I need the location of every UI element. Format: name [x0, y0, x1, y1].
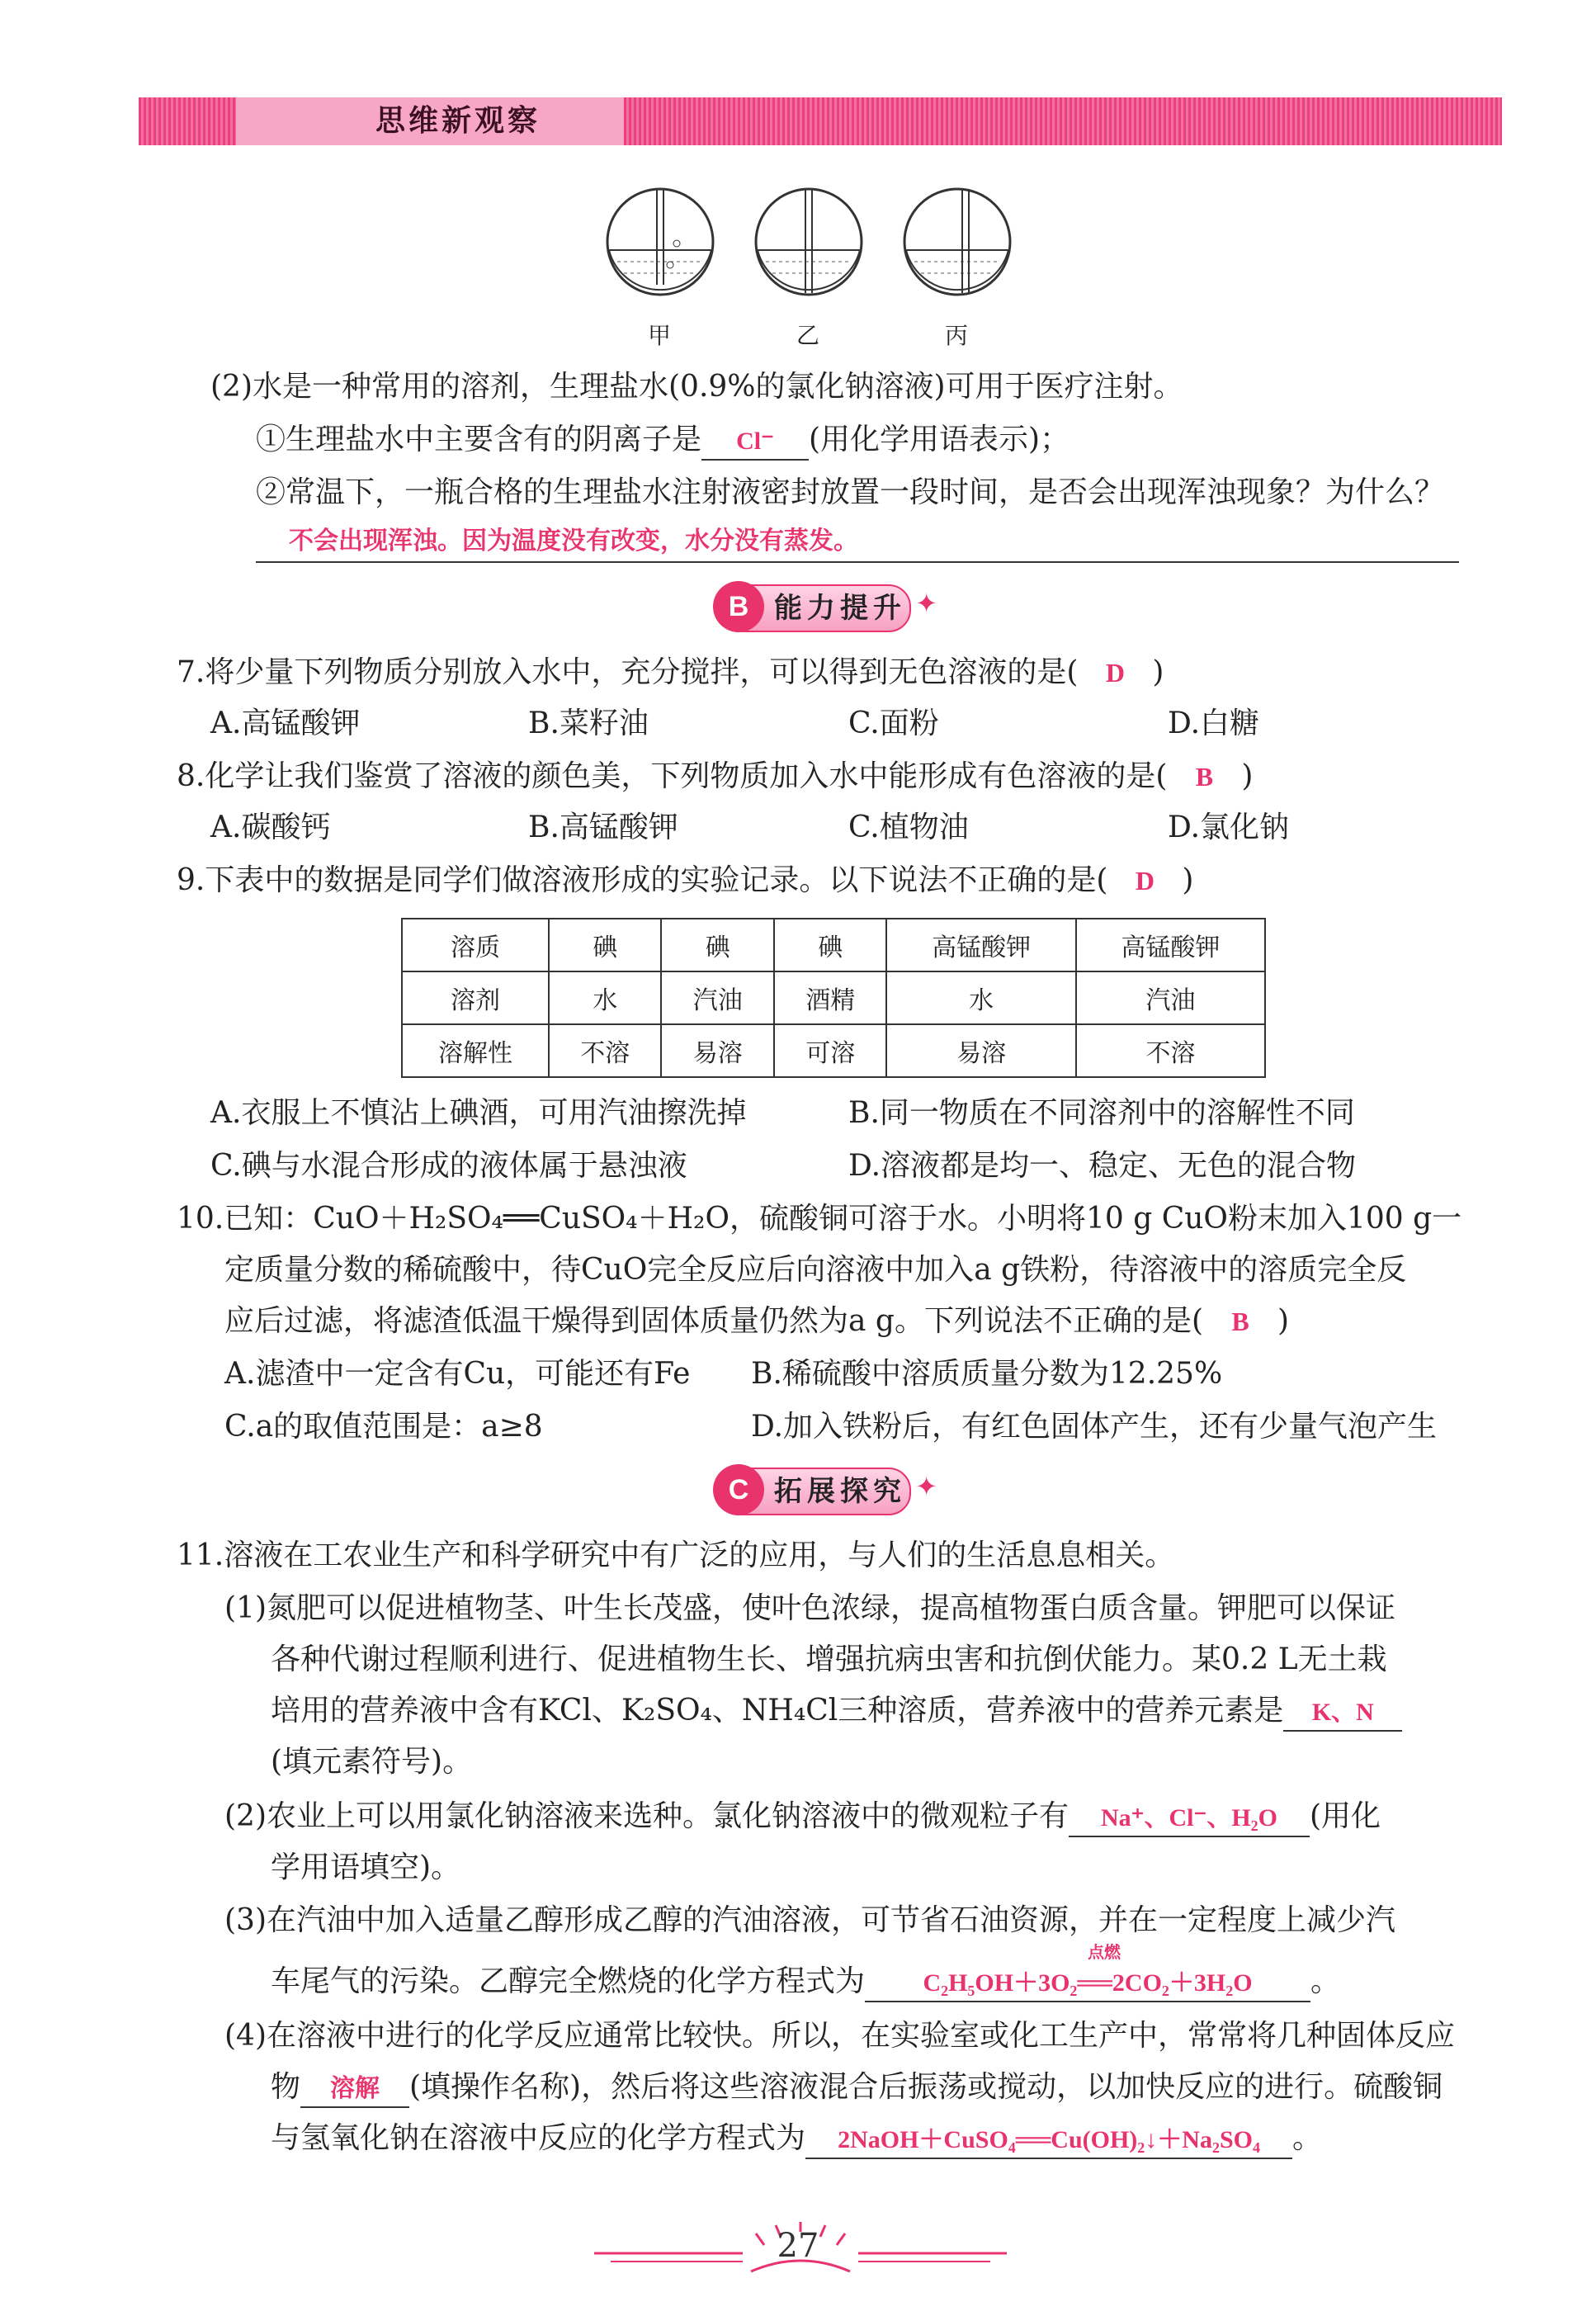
- page-number: 27: [777, 2227, 819, 2265]
- q7-close: ): [1152, 655, 1164, 689]
- q11-p4-answer1: 溶解: [300, 2072, 409, 2108]
- q6-2-p1-suffix: (用化学用语表示)；: [809, 423, 1070, 456]
- table-cell: 可溶: [774, 1024, 887, 1077]
- q11-p4-l3-text: 与氢氧化钠在溶液中反应的化学方程式为: [271, 2121, 806, 2155]
- table-cell: 易溶: [661, 1024, 774, 1077]
- table-cell: 不溶: [1076, 1024, 1265, 1077]
- section-c-title: 拓展探究: [774, 1475, 906, 1508]
- q8-close: ): [1241, 759, 1254, 793]
- table-cell: 溶解性: [402, 1024, 549, 1077]
- table-cell: 高锰酸钾: [1076, 919, 1265, 971]
- figure-label-bing: 丙: [945, 322, 969, 349]
- beaker-jia: [607, 189, 713, 295]
- q7-option-b: B.菜籽油: [528, 707, 649, 740]
- q11-p1-l2: 各种代谢过程顺利进行、促进植物生长、增强抗病虫害和抗倒伏能力。某0.2 L无土栽: [271, 1642, 1387, 1676]
- q6-2-p1: [256, 419, 1070, 461]
- q9-answer: D: [1135, 866, 1155, 896]
- beaker-yi: [756, 189, 862, 295]
- table-cell: 汽油: [661, 971, 774, 1024]
- q11-p4-l2-start: 物: [271, 2070, 301, 2104]
- q10-line3: [224, 1301, 1289, 1342]
- q11-p4-l1: (4)在溶液中进行的化学反应通常比较快。所以，在实验室或化工生产中，常常将几种固体反应: [224, 2019, 1455, 2053]
- q7-stem-text: 7.将少量下列物质分别放入水中，充分搅拌，可以得到无色溶液的是(: [177, 655, 1079, 689]
- q6-2-p1-prefix: ①生理盐水中主要含有的阴离子是: [256, 423, 702, 456]
- q11-p2-answer: Na⁺、Cl⁻、H₂O: [1069, 1801, 1310, 1837]
- section-b-heading: [716, 584, 937, 632]
- q11-p1-l4: (填元素符号)。: [271, 1745, 473, 1779]
- q10-option-d: D.加入铁粉后，有红色固体产生，还有少量气泡产生: [751, 1410, 1438, 1444]
- q6-2-p2-answer-line: [256, 522, 1459, 563]
- q9-table: [401, 918, 1266, 1078]
- q6-2-stem: (2)水是一种常用的溶剂，生理盐水(0.9%的氯化钠溶液)可用于医疗注射。: [210, 370, 1183, 404]
- q8-option-a: A.碳酸钙: [210, 811, 331, 844]
- table-cell: 汽油: [1076, 971, 1265, 1024]
- q9-option-c: C.碘与水混合形成的液体属于悬浊液: [210, 1149, 687, 1183]
- q9-close: ): [1182, 863, 1194, 897]
- q11-p3-answer: [865, 1944, 1310, 2002]
- q10-line1: 10.已知：CuO＋H₂SO₄══CuSO₄＋H₂O，硫酸铜可溶于水。小明将10 g CuO粉末加入100 g一: [177, 1202, 1462, 1236]
- table-cell: 碘: [661, 919, 774, 971]
- q10-answer: B: [1231, 1307, 1249, 1336]
- q11-p1-l1: (1)氮肥可以促进植物茎、叶生长茂盛，使叶色浓绿，提高植物蛋白质含量。钾肥可以保证: [224, 1591, 1395, 1625]
- q11-p2-l2: 学用语填空)。: [271, 1850, 461, 1884]
- q11-p1-l3-text: 培用的营养液中含有KCl、K₂SO₄、NH₄Cl三种溶质，营养液中的营养元素是: [271, 1694, 1284, 1728]
- q11-stem: 11.溶液在工农业生产和科学研究中有广泛的应用，与人们的生活息息相关。: [177, 1538, 1175, 1572]
- q11-p3-equation: C₂H₅OH＋3O₂══2CO₂＋3H₂O: [923, 1969, 1253, 1997]
- q10-close: ): [1277, 1304, 1290, 1338]
- section-b-badge: B: [713, 581, 764, 632]
- q7-stem: [177, 652, 1164, 693]
- q6-2-p1-answer: Cl⁻: [701, 424, 809, 461]
- beaker-bing: [904, 189, 1010, 295]
- table-cell: 水: [549, 971, 662, 1024]
- q11-p3-end: 。: [1310, 1964, 1341, 1998]
- q7-option-a: A.高锰酸钾: [210, 707, 361, 740]
- section-c-heading: [716, 1468, 937, 1515]
- q10-line3-text: 应后过滤，将滤渣低温干燥得到固体质量仍然为a g。下列说法不正确的是(: [224, 1304, 1203, 1338]
- q11-p3-l2-text: 车尾气的污染。乙醇完全燃烧的化学方程式为: [271, 1964, 866, 1998]
- q11-p4-l2: [271, 2067, 1443, 2108]
- q7-answer: D: [1105, 658, 1125, 688]
- table-row: [402, 919, 1265, 971]
- section-c-badge: C: [713, 1464, 764, 1515]
- section-b-title: 能力提升: [774, 592, 906, 625]
- table-cell: 水: [886, 971, 1075, 1024]
- q8-stem: [177, 756, 1253, 797]
- q8-answer: B: [1195, 762, 1214, 792]
- table-cell: 易溶: [886, 1024, 1075, 1077]
- q8-option-d: D.氯化钠: [1168, 811, 1290, 844]
- q11-p1-l3: [271, 1690, 1402, 1732]
- table-cell: 高锰酸钾: [886, 919, 1075, 971]
- q11-p1-answer: K、N: [1283, 1695, 1402, 1732]
- q7-option-c: C.面粉: [848, 707, 939, 740]
- table-row: [402, 1024, 1265, 1077]
- q11-p4-l2-text: (填操作名称)，然后将这些溶液混合后振荡或搅动，以加快反应的进行。硫酸铜: [409, 2070, 1443, 2104]
- header-title: 思维新观察: [375, 104, 541, 138]
- q11-p2-l1-tail: (用化: [1310, 1799, 1381, 1833]
- table-cell: 碘: [549, 919, 662, 971]
- q10-option-c: C.a的取值范围是：a≥8: [224, 1410, 543, 1444]
- table-cell: 酒精: [774, 971, 887, 1024]
- q6-2-p2: ②常温下，一瓶合格的生理盐水注射液密封放置一段时间，是否会出现浑浊现象？为什么？: [256, 475, 1445, 509]
- q11-p2-l1-text: (2)农业上可以用氯化钠溶液来选种。氯化钠溶液中的微观粒子有: [224, 1799, 1069, 1833]
- q8-option-c: C.植物油: [848, 811, 969, 844]
- table-row: [402, 971, 1265, 1024]
- q10-option-a: A.滤渣中一定含有Cu，可能还有Fe: [224, 1357, 691, 1391]
- q11-p3-condition: 点燃: [1088, 1944, 1121, 1962]
- table-cell: 碘: [774, 919, 887, 971]
- q8-option-b: B.高锰酸钾: [528, 811, 678, 844]
- q9-option-a: A.衣服上不慎沾上碘酒，可用汽油擦洗掉: [210, 1096, 747, 1130]
- q8-stem-text: 8.化学让我们鉴赏了溶液的颜色美，下列物质加入水中能形成有色溶液的是(: [177, 759, 1168, 793]
- star-icon: ✦: [915, 588, 937, 619]
- q11-p3-l1: (3)在汽油中加入适量乙醇形成乙醇的汽油溶液，可节省石油资源，并在一定程度上减少汽: [224, 1903, 1395, 1937]
- q11-p2-l1: [224, 1796, 1381, 1837]
- q11-p4-l3: [271, 2118, 1322, 2159]
- q9-option-b: B.同一物质在不同溶剂中的溶解性不同: [848, 1096, 1355, 1130]
- star-icon: ✦: [915, 1471, 937, 1502]
- q10-option-b: B.稀硫酸中溶质质量分数为12.25%: [751, 1357, 1223, 1391]
- q11-p3-l2: [271, 1944, 1341, 2002]
- table-cell: 溶剂: [402, 971, 549, 1024]
- table-cell: 不溶: [549, 1024, 662, 1077]
- q11-p4-answer2: 2NaOH＋CuSO₄══Cu(OH)₂↓＋Na₂SO₄: [805, 2123, 1292, 2159]
- table-cell: 溶质: [402, 919, 549, 971]
- figure-label-jia: 甲: [648, 322, 672, 349]
- q9-stem-text: 9.下表中的数据是同学们做溶液形成的实验记录。以下说法不正确的是(: [177, 863, 1108, 897]
- q7-option-d: D.白糖: [1168, 707, 1260, 740]
- q10-line2: 定质量分数的稀硫酸中，待CuO完全反应后向溶液中加入a g铁粉，待溶液中的溶质完全反: [224, 1253, 1407, 1287]
- q9-option-d: D.溶液都是均一、稳定、无色的混合物: [848, 1149, 1357, 1183]
- q9-stem: [177, 860, 1193, 901]
- q6-2-p2-answer: 不会出现浑浊。因为温度没有改变，水分没有蒸发。: [289, 527, 858, 555]
- figure-label-yi: 乙: [796, 322, 820, 349]
- q11-p4-end: 。: [1292, 2121, 1323, 2155]
